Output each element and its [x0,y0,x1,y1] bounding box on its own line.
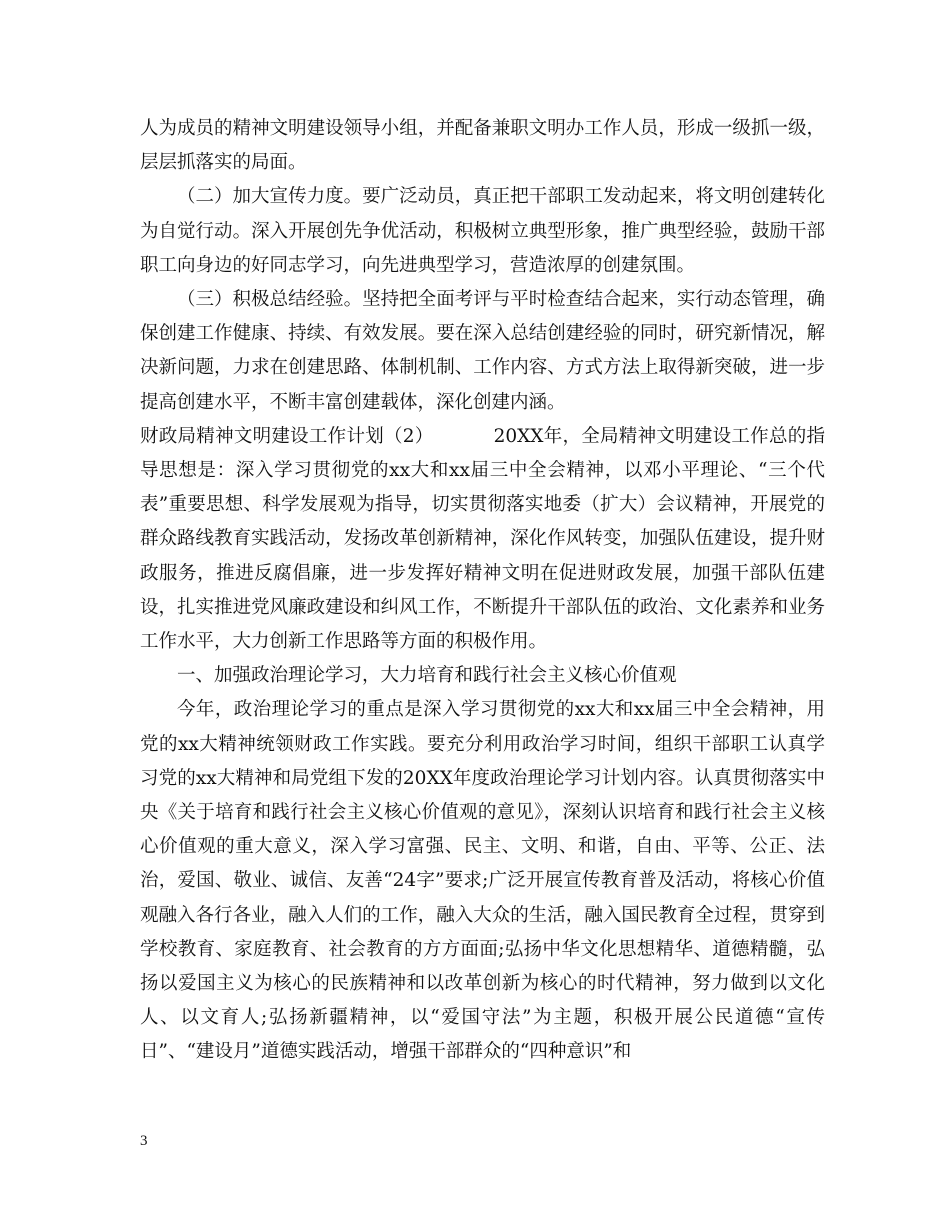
page-number: 3 [140,1133,148,1149]
paragraph-leading: 人为成员的精神文明建设领导小组，并配备兼职文明办工作人员，形成一级抓一级，层层抓落实的局面。 [140,118,825,174]
section-block [140,420,825,659]
document-body [140,112,825,1070]
section-title: 财政局精神文明建设工作计划（2） [140,425,434,447]
paragraph-publicity: （二）加大宣传力度。要广泛动员，真正把干部职工发动起来，将文明创建转化为自觉行动。深入开展创先争优活动，积极树立典型形象，推广典型经验，鼓励干部职工向身边的好同志学习，向先进典型学习，营造浓厚的创建氛围。 [140,186,825,276]
heading-one: 一、加强政治理论学习，大力培育和践行社会主义核心价值观 [177,665,677,687]
paragraph-study: 今年，政治理论学习的重点是深入学习贯彻党的xx大和xx届三中全会精神，用党的xx大精神统领财政工作实践。要充分利用政治学习时间，组织干部职工认真学习党的xx大精神和局党组下发的20XX年度政治理论学习计划内容。认真贯彻落实中央《关于培育和践行社会主义核心价值观的意见》，深刻认识培育和践行社会主义核心价值观的重大意义，深入学习富强、民主、文明、和谐，自由、平等、公正、法治，爱国、敬业、诚信、友善“24字”要求;广泛开展宣传教育普及活动，将核心价值观融入各行各业，融入人们的工作，融入大众的生活，融入国民教育全过程，贯穿到学校教育、家庭教育、社会教育的方方面面;弘扬中华文化思想精华、道德精髓，弘扬以爱国主义为核心的民族精神和以改革创新为核心的时代精神，努力做到以文化人、以文育人;弘扬新疆精神，以“爱国守法”为主题，积极开展公民道德“宣传日”、“建设月”道德实践活动，增强干部群众的“四种意识”和 [140,699,825,1063]
paragraph-experience: （三）积极总结经验。坚持把全面考评与平时检查结合起来，实行动态管理，确保创建工作健康、持续、有效发展。要在深入总结创建经验的同时，研究新情况，解决新问题，力求在创建思路、体制机制、工作内容、方式方法上取得新突破，进一步提高创建水平，不断丰富创建载体，深化创建内涵。 [140,289,825,413]
section-intro: 20XX年，全局精神文明建设工作总的指导思想是：深入学习贯彻党的xx大和xx届三中全会精神，以邓小平理论、“三个代表”重要思想、科学发展观为指导，切实贯彻落实地委（扩大）会议精神，开展党的群众路线教育实践活动，发扬改革创新精神，深化作风转变，加强队伍建设，提升财政服务，推进反腐倡廉，进一步发挥好精神文明在促进财政发展，加强干部队伍建设，扎实推进党风廉政建设和纠风工作，不断提升干部队伍的政治、文化素养和业务工作水平，大力创新工作思路等方面的积极作用。 [140,425,825,653]
